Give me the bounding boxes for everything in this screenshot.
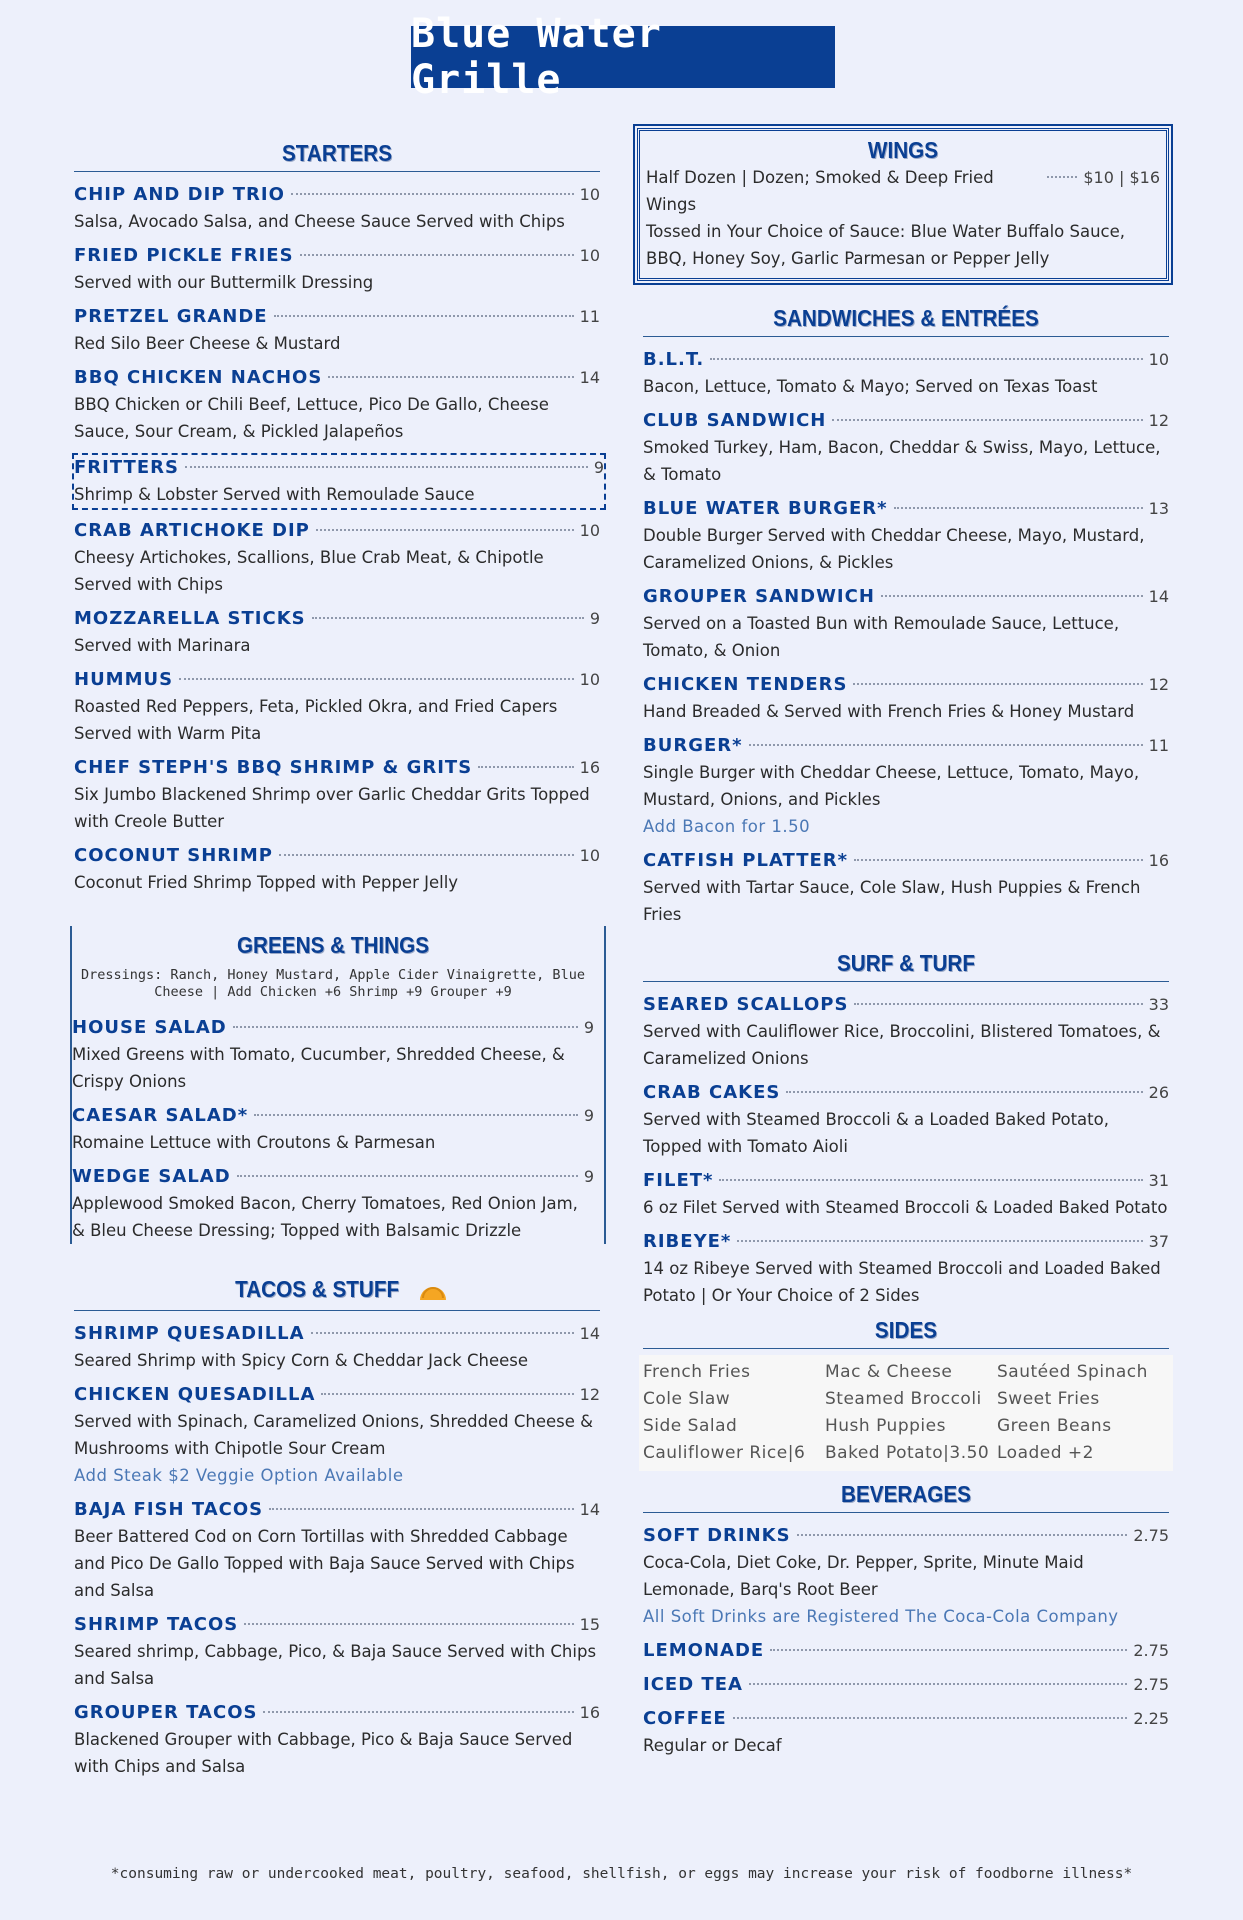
divider	[643, 981, 1169, 982]
dot-leader	[832, 419, 1142, 421]
menu-item-row	[74, 518, 600, 544]
menu-item	[74, 1382, 600, 1489]
item-price: 2.75	[1133, 1675, 1169, 1694]
dot-leader	[233, 1026, 578, 1028]
menu-item	[643, 672, 1169, 725]
item-price: 37	[1148, 1232, 1169, 1251]
restaurant-title: Blue Water Grille	[411, 26, 835, 88]
wings-price: $10 | $16	[1083, 168, 1160, 187]
item-price: 2.75	[1133, 1526, 1169, 1545]
item-description: Double Burger Served with Cheddar Cheese, Mayo, Mustard, Caramelized Onions, & Pickles	[643, 526, 1145, 572]
side-item: Hush Puppies	[825, 1416, 946, 1436]
item-price: 11	[579, 307, 600, 326]
menu-item-row	[643, 1229, 1169, 1255]
dot-leader	[881, 595, 1143, 597]
menu-item	[643, 1168, 1169, 1221]
item-name: COFFEE	[643, 1708, 727, 1729]
item-description: Served with Tartar Sauce, Cole Slaw, Hush Puppies & French Fries	[643, 878, 1141, 924]
menu-item	[74, 1497, 600, 1604]
item-price: 31	[1148, 1171, 1169, 1190]
item-name: FRIED PICKLE FRIES	[74, 245, 294, 266]
item-price: 10	[1148, 350, 1169, 369]
dot-leader	[478, 766, 573, 768]
menu-item-row	[74, 667, 600, 693]
item-name: COCONUT SHRIMP	[74, 845, 273, 866]
menu-item	[643, 1080, 1169, 1160]
item-name: WEDGE SALAD	[72, 1166, 231, 1187]
menu-item-row	[72, 1015, 594, 1041]
item-price: 26	[1148, 1083, 1169, 1102]
sandwiches-heading: SANDWICHES & ENTRÉES	[773, 305, 1039, 331]
item-name: BLUE WATER BURGER*	[643, 498, 888, 519]
item-description: Coconut Fried Shrimp Topped with Pepper Jelly	[74, 873, 459, 892]
menu-item-row	[74, 1700, 600, 1726]
wings-row	[646, 164, 1160, 218]
divider	[643, 1512, 1169, 1513]
item-name: CLUB SANDWICH	[643, 410, 827, 431]
item-description: Red Silo Beer Cheese & Mustard	[74, 334, 341, 353]
item-description: Hand Breaded & Served with French Fries & Honey Mustard	[643, 702, 1135, 721]
dot-leader	[300, 254, 574, 256]
item-name: ICED TEA	[643, 1674, 743, 1695]
item-price: 2.25	[1133, 1709, 1169, 1728]
item-name: CAESAR SALAD*	[72, 1105, 249, 1126]
item-price: 10	[579, 670, 600, 689]
menu-item-row	[74, 182, 600, 208]
menu-item	[74, 843, 600, 896]
item-price: 12	[1148, 411, 1169, 430]
item-name: CATFISH PLATTER*	[643, 850, 849, 871]
dot-leader	[1047, 176, 1077, 178]
item-name: FRITTERS	[74, 457, 179, 478]
menu-item-row	[74, 1612, 600, 1638]
item-name: BBQ CHICKEN NACHOS	[74, 367, 323, 388]
item-price: 16	[579, 758, 600, 777]
side-item: French Fries	[643, 1362, 751, 1382]
dot-leader	[269, 1508, 574, 1510]
item-name: RIBEYE*	[643, 1231, 732, 1252]
item-price: 13	[1148, 499, 1169, 518]
item-name: GROUPER SANDWICH	[643, 586, 875, 607]
dot-leader	[185, 466, 588, 468]
item-name: B.L.T.	[643, 349, 705, 370]
menu-item-row	[643, 1672, 1169, 1698]
item-description: Cheesy Artichokes, Scallions, Blue Crab Meat, & Chipotle Served with Chips	[74, 548, 544, 594]
greens-heading: GREENS & THINGS	[236, 932, 430, 958]
tacos-list	[74, 1321, 600, 1780]
menu-item-row	[74, 1497, 600, 1523]
item-name: SHRIMP TACOS	[74, 1613, 239, 1635]
menu-item-row	[643, 408, 1169, 434]
dot-leader	[179, 678, 574, 680]
item-name: CHICKEN QUESADILLA	[74, 1383, 316, 1405]
menu-item	[74, 365, 600, 445]
menu-item	[643, 848, 1169, 928]
menu-item-row	[74, 1321, 600, 1347]
dot-leader	[321, 1393, 573, 1395]
item-price: 33	[1148, 995, 1169, 1014]
dot-leader	[263, 1711, 573, 1713]
item-name: LEMONADE	[643, 1640, 765, 1661]
greens-section	[70, 926, 606, 1244]
item-description: Salsa, Avocado Salsa, and Cheese Sauce Served with Chips	[74, 212, 565, 231]
menu-item	[74, 755, 600, 835]
menu-item	[643, 992, 1169, 1072]
dot-leader	[786, 1091, 1142, 1093]
menu-item	[72, 1103, 594, 1156]
side-item: Baked Potato|3.50	[825, 1443, 990, 1463]
menu-item-row	[643, 672, 1169, 698]
menu-item-row	[643, 1168, 1169, 1194]
menu-item	[643, 584, 1169, 664]
dot-leader	[749, 744, 1143, 746]
item-note: Add Bacon for 1.50	[643, 817, 811, 836]
item-name: CRAB CAKES	[643, 1082, 781, 1103]
menu-item-row	[74, 843, 600, 869]
item-name: FILET*	[643, 1170, 714, 1191]
item-description: Mixed Greens with Tomato, Cucumber, Shredded Cheese, & Crispy Onions	[72, 1045, 565, 1091]
menu-item	[643, 1229, 1169, 1309]
side-item: Cauliflower Rice|6	[643, 1443, 806, 1463]
item-price: 14	[579, 368, 600, 387]
item-note: All Soft Drinks are Registered The Coca-Cola Company	[643, 1607, 1119, 1626]
item-name: HOUSE SALAD	[72, 1017, 227, 1038]
menu-item-row	[643, 848, 1169, 874]
menu-item	[643, 347, 1169, 400]
dot-leader	[853, 683, 1142, 685]
dot-leader	[733, 1717, 1128, 1719]
surf-list	[643, 992, 1169, 1309]
menu-item-row	[643, 1080, 1169, 1106]
item-name: MOZZARELLA STICKS	[74, 608, 306, 629]
item-price: 14	[579, 1499, 600, 1519]
dressings-note: Dressings: Ranch, Honey Mustard, Apple Cider Vinaigrette, Blue Cheese | Add Chicken +6 Shrimp +9 Grouper +9	[81, 967, 585, 1000]
menu-item-row	[72, 1164, 594, 1190]
item-name: BURGER*	[643, 735, 743, 756]
item-name: CHIP AND DIP TRIO	[74, 184, 285, 205]
dot-leader	[316, 529, 574, 531]
item-name: SOFT DRINKS	[643, 1525, 791, 1546]
menu-item	[643, 733, 1169, 840]
right-column	[643, 128, 1169, 1767]
menu-item	[72, 1015, 594, 1095]
item-price: 14	[1148, 587, 1169, 606]
side-item: Sautéed Spinach	[997, 1362, 1148, 1382]
item-description: Seared shrimp, Cabbage, Pico, & Baja Sauce Served with Chips and Salsa	[74, 1641, 597, 1688]
item-name: GROUPER TACOS	[74, 1701, 258, 1723]
left-column	[72, 140, 604, 1788]
menu-item	[74, 518, 600, 598]
side-item: Cole Slaw	[643, 1389, 731, 1409]
dot-leader	[737, 1240, 1142, 1242]
side-item: Loaded +2	[997, 1443, 1094, 1463]
item-name: CHEF STEPH'S BBQ SHRIMP & GRITS	[74, 757, 473, 778]
dot-leader	[274, 315, 574, 317]
sandwiches-list	[643, 347, 1169, 928]
item-name: CHICKEN TENDERS	[643, 674, 848, 695]
item-price: 9	[583, 1018, 594, 1037]
dot-leader	[894, 507, 1143, 509]
dot-leader	[237, 1175, 578, 1177]
item-description: 6 oz Filet Served with Steamed Broccoli & Loaded Baked Potato	[643, 1198, 1168, 1217]
starters-heading: STARTERS	[281, 140, 393, 166]
item-description: Coca-Cola, Diet Coke, Dr. Pepper, Sprite, Minute Maid Lemonade, Barq's Root Beer	[643, 1553, 1084, 1599]
item-name: HUMMUS	[74, 669, 174, 690]
item-name: BAJA FISH TACOS	[74, 1498, 264, 1520]
wings-line: Half Dozen | Dozen; Smoked & Deep Fried Wings	[646, 168, 994, 214]
menu-item-row	[74, 755, 600, 781]
divider	[643, 336, 1169, 337]
side-item: Sweet Fries	[997, 1389, 1100, 1409]
menu-item-row	[74, 243, 600, 269]
item-price: 10	[579, 521, 600, 540]
dot-leader	[854, 859, 1143, 861]
dot-leader	[244, 1623, 573, 1625]
menu-item-row	[643, 347, 1169, 373]
menu-item	[643, 496, 1169, 576]
item-price: 2.75	[1133, 1641, 1169, 1660]
menu-item	[74, 1612, 600, 1692]
menu-item	[74, 243, 600, 296]
side-item: Green Beans	[997, 1416, 1112, 1436]
item-price: 12	[579, 1384, 600, 1404]
item-note: Add Steak $2 Veggie Option Available	[74, 1465, 404, 1485]
dot-leader	[311, 1332, 574, 1334]
surf-heading: SURF & TURF	[836, 950, 975, 976]
item-description: 14 oz Ribeye Served with Steamed Broccoli and Loaded Baked Potato | Or Your Choice of 2 Sides	[643, 1259, 1161, 1305]
menu-item	[643, 1638, 1169, 1664]
item-name: SEARED SCALLOPS	[643, 994, 849, 1015]
item-description: Romaine Lettuce with Croutons & Parmesan	[72, 1133, 436, 1152]
taco-icon	[418, 1280, 448, 1306]
dot-leader	[797, 1534, 1128, 1536]
item-description: Shrimp & Lobster Served with Remoulade Sauce	[74, 485, 475, 504]
dot-leader	[328, 376, 573, 378]
item-price: 10	[579, 246, 600, 265]
beverages-heading: BEVERAGES	[841, 1481, 971, 1507]
footer-disclaimer: *consuming raw or undercooked meat, poultry, seafood, shellfish, or eggs may increase your risk of foodborne illness*	[110, 1866, 1133, 1882]
item-price: 10	[579, 846, 600, 865]
menu-item	[74, 182, 600, 235]
divider	[74, 1310, 600, 1311]
dot-leader	[749, 1683, 1127, 1685]
item-description: Served on a Toasted Bun with Remoulade Sauce, Lettuce, Tomato, & Onion	[643, 614, 1120, 660]
item-description: Served with Cauliflower Rice, Broccolini, Blistered Tomatoes, & Caramelized Onions	[643, 1022, 1161, 1068]
tacos-heading-row	[74, 1276, 600, 1306]
divider	[74, 171, 600, 172]
menu-item	[74, 1321, 600, 1374]
item-price: 15	[579, 1614, 600, 1634]
item-description: Bacon, Lettuce, Tomato & Mayo; Served on Texas Toast	[643, 377, 1098, 396]
item-price: 11	[1148, 736, 1169, 755]
item-price: 9	[593, 458, 604, 477]
item-price: 14	[579, 1323, 600, 1343]
item-description: BBQ Chicken or Chili Beef, Lettuce, Pico De Gallo, Cheese Sauce, Sour Cream, & Pickled Jalapeños	[74, 395, 549, 441]
item-description: Regular or Decaf	[643, 1736, 782, 1755]
side-item: Mac & Cheese	[825, 1362, 953, 1382]
sides-heading: SIDES	[874, 1317, 938, 1343]
item-description: Six Jumbo Blackened Shrimp over Garlic Cheddar Grits Topped with Creole Butter	[74, 785, 590, 831]
dot-leader	[291, 193, 574, 195]
item-price: 9	[583, 1106, 594, 1125]
menu-item	[72, 1164, 594, 1244]
item-price: 9	[589, 609, 600, 628]
menu-item-row	[643, 733, 1169, 759]
divider	[643, 1348, 1169, 1349]
dot-leader	[770, 1649, 1127, 1651]
menu-item	[72, 453, 606, 510]
item-description: Beer Battered Cod on Corn Tortillas with Shredded Cabbage and Pico De Gallo Topped with Baja Sauce Served with Chips and Salsa	[74, 1526, 575, 1600]
menu-item-row	[643, 1638, 1169, 1664]
wings-section	[637, 128, 1169, 281]
menu-item-row	[643, 496, 1169, 522]
dot-leader	[854, 1003, 1142, 1005]
tacos-heading: TACOS & STUFF	[235, 1276, 400, 1302]
beverages-list	[643, 1523, 1169, 1759]
menu-item	[74, 606, 600, 659]
side-item: Side Salad	[643, 1416, 738, 1436]
dot-leader	[254, 1114, 578, 1116]
menu-item-row	[74, 606, 600, 632]
wings-heading: WINGS	[867, 137, 939, 163]
item-price: 12	[1148, 675, 1169, 694]
menu-item	[643, 1706, 1169, 1759]
item-description: Served with our Buttermilk Dressing	[74, 273, 374, 292]
item-name: SHRIMP QUESADILLA	[74, 1322, 305, 1344]
dot-leader	[312, 617, 584, 619]
item-price: 16	[579, 1702, 600, 1722]
item-description: Served with Marinara	[74, 636, 251, 655]
menu-item-row	[74, 304, 600, 330]
menu-item-row	[643, 1523, 1169, 1549]
item-description: Blackened Grouper with Cabbage, Pico & Baja Sauce Served with Chips and Salsa	[74, 1729, 573, 1776]
greens-list	[72, 1015, 594, 1244]
wings-desc: Tossed in Your Choice of Sauce: Blue Water Buffalo Sauce, BBQ, Honey Soy, Garlic Parmesan or Pepper Jelly	[646, 222, 1125, 268]
item-description: Single Burger with Cheddar Cheese, Lettuce, Tomato, Mayo, Mustard, Onions, and Pickles	[643, 763, 1140, 809]
starters-list	[74, 182, 604, 896]
dot-leader	[710, 358, 1142, 360]
menu-item-row	[74, 455, 604, 481]
menu-item-row	[74, 1382, 600, 1408]
item-description: Seared Shrimp with Spicy Corn & Cheddar Jack Cheese	[74, 1350, 528, 1370]
menu-item-row	[72, 1103, 594, 1129]
dot-leader	[279, 854, 574, 856]
sides-grid	[639, 1355, 1173, 1471]
menu-item-row	[643, 992, 1169, 1018]
menu-item	[74, 667, 600, 747]
item-description: Applewood Smoked Bacon, Cherry Tomatoes, Red Onion Jam, & Bleu Cheese Dressing; Topped with Balsamic Drizzle	[72, 1194, 578, 1240]
menu-item	[643, 1523, 1169, 1630]
menu-item	[643, 408, 1169, 488]
item-description: Smoked Turkey, Ham, Bacon, Cheddar & Swiss, Mayo, Lettuce, & Tomato	[643, 438, 1161, 484]
menu-item-row	[643, 584, 1169, 610]
dot-leader	[719, 1179, 1142, 1181]
item-price: 9	[583, 1167, 594, 1186]
item-name: PRETZEL GRANDE	[74, 306, 268, 327]
item-description: Roasted Red Peppers, Feta, Pickled Okra, and Fried Capers Served with Warm Pita	[74, 697, 558, 743]
menu-item	[74, 1700, 600, 1780]
side-item: Steamed Broccoli	[825, 1389, 982, 1409]
item-description: Served with Steamed Broccoli & a Loaded Baked Potato, Topped with Tomato Aioli	[643, 1110, 1109, 1156]
menu-item-row	[74, 365, 600, 391]
menu-item	[74, 304, 600, 357]
item-description: Served with Spinach, Caramelized Onions, Shredded Cheese & Mushrooms with Chipotle Sour Cream	[74, 1411, 593, 1458]
item-price: 10	[579, 185, 600, 204]
item-name: CRAB ARTICHOKE DIP	[74, 520, 310, 541]
menu-item	[643, 1672, 1169, 1698]
menu-item-row	[643, 1706, 1169, 1732]
item-price: 16	[1148, 851, 1169, 870]
